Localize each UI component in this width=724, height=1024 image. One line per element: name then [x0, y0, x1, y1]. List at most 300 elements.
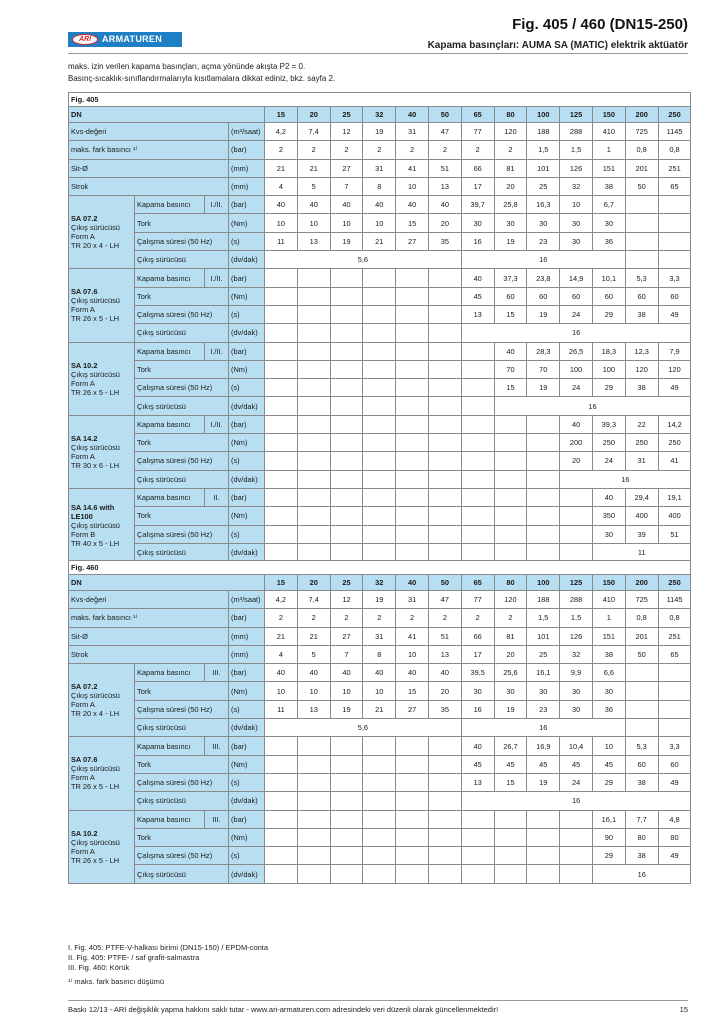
actuator-name: SA 14.6 with LE100	[71, 502, 115, 521]
actuator-name-cell	[69, 269, 135, 342]
value-cell: 38	[625, 305, 658, 323]
param-label: Tork	[135, 214, 229, 232]
actuator-name: SA 07.2	[71, 214, 98, 224]
cikis-cell	[658, 719, 691, 737]
value-cell: 29	[592, 305, 625, 323]
value-cell: 2	[461, 141, 494, 159]
value-cell	[494, 488, 527, 506]
value-cell	[428, 269, 461, 287]
cikis-cell	[625, 719, 658, 737]
value-cell: 45	[592, 755, 625, 773]
class-cell: I./II.	[205, 269, 229, 287]
ari-logo-word: ARMATUREN	[102, 34, 163, 44]
value-cell	[265, 360, 298, 378]
value-cell: 19	[494, 232, 527, 250]
value-cell	[363, 525, 396, 543]
value-cell: 2	[265, 609, 298, 627]
value-cell: 29	[592, 379, 625, 397]
value-cell: 188	[527, 591, 560, 609]
unit-cell: (bar)	[229, 196, 265, 214]
actuator-sub1: Çıkış sürücüsü	[71, 764, 120, 774]
actuator-row	[69, 251, 691, 269]
value-cell: 10	[363, 682, 396, 700]
actuator-sub1: Çıkış sürücüsü	[71, 296, 120, 306]
value-cell: 4	[265, 645, 298, 663]
value-cell: 725	[625, 591, 658, 609]
unit-cell: (bar)	[229, 269, 265, 287]
value-cell	[297, 305, 330, 323]
value-cell: 38	[592, 645, 625, 663]
value-cell: 251	[658, 159, 691, 177]
dn-value: 20	[297, 107, 330, 123]
value-cell: 30	[560, 700, 593, 718]
cikis-cell	[297, 324, 330, 342]
value-cell: 19	[494, 700, 527, 718]
unit-cell: (m³/saat)	[229, 123, 265, 141]
dn-value: 80	[494, 107, 527, 123]
class-cell: III.	[205, 810, 229, 828]
param-label: Çalışma süresi (50 Hz)	[135, 525, 229, 543]
value-cell: 288	[560, 123, 593, 141]
unit-cell: (s)	[229, 847, 265, 865]
value-cell	[265, 269, 298, 287]
actuator-name: SA 10.2	[71, 828, 98, 838]
param-label: Çıkış sürücüsü	[135, 792, 229, 810]
cikis-cell	[297, 543, 330, 561]
value-cell	[396, 360, 429, 378]
value-cell: 1	[592, 609, 625, 627]
value-cell: 81	[494, 627, 527, 645]
value-cell: 38	[625, 773, 658, 791]
value-cell: 7,9	[658, 342, 691, 360]
value-cell	[428, 360, 461, 378]
unit-cell: (mm)	[229, 177, 265, 195]
value-cell	[396, 755, 429, 773]
cikis-cell: 16	[461, 719, 625, 737]
value-cell: 51	[658, 525, 691, 543]
actuator-row	[69, 324, 691, 342]
value-cell: 13	[297, 232, 330, 250]
value-cell	[658, 700, 691, 718]
value-cell: 40	[330, 196, 363, 214]
value-cell: 3,3	[658, 737, 691, 755]
value-cell: 4	[265, 177, 298, 195]
value-cell: 38	[592, 177, 625, 195]
value-cell: 31	[363, 627, 396, 645]
value-cell: 10	[363, 214, 396, 232]
value-cell: 20	[428, 682, 461, 700]
value-cell: 15	[494, 379, 527, 397]
value-cell: 19	[330, 700, 363, 718]
unit-cell: (m³/saat)	[229, 591, 265, 609]
value-cell: 21	[265, 627, 298, 645]
value-cell: 120	[494, 591, 527, 609]
value-cell: 28,3	[527, 342, 560, 360]
note-line-2: Basınç-sıcaklık-sınıflandırmalarıyla kısıtlamalara dikkat ediniz, bkz. sayfa 2.	[68, 74, 336, 83]
dn-value: 15	[265, 575, 298, 591]
actuator-row	[69, 287, 691, 305]
value-cell	[297, 507, 330, 525]
cikis-cell	[363, 324, 396, 342]
value-cell	[625, 682, 658, 700]
value-cell	[363, 737, 396, 755]
value-cell: 40	[461, 269, 494, 287]
value-cell: 10,4	[560, 737, 593, 755]
actuator-row	[69, 305, 691, 323]
actuator-row	[69, 232, 691, 250]
unit-cell: (dv/dak)	[229, 251, 265, 269]
value-cell	[330, 810, 363, 828]
value-cell	[527, 810, 560, 828]
value-cell	[658, 214, 691, 232]
value-cell	[363, 810, 396, 828]
value-cell: 36	[592, 232, 625, 250]
value-cell	[461, 847, 494, 865]
value-cell: 19	[527, 305, 560, 323]
value-cell: 23	[527, 232, 560, 250]
value-cell: 27	[330, 627, 363, 645]
value-cell: 40	[428, 196, 461, 214]
value-cell: 26,5	[560, 342, 593, 360]
dn-value: 25	[330, 107, 363, 123]
value-cell: 10	[330, 682, 363, 700]
value-cell	[363, 415, 396, 433]
unit-cell: (mm)	[229, 627, 265, 645]
value-cell: 45	[494, 755, 527, 773]
value-cell	[265, 737, 298, 755]
cikis-cell	[330, 324, 363, 342]
actuator-sub2: Form A	[71, 773, 95, 783]
value-cell: 40	[297, 664, 330, 682]
value-cell	[396, 287, 429, 305]
kvs-row	[69, 123, 691, 141]
cikis-cell	[363, 470, 396, 488]
value-cell: 80	[658, 828, 691, 846]
value-cell: 50	[625, 645, 658, 663]
value-cell	[396, 737, 429, 755]
cikis-cell	[265, 324, 298, 342]
dn-value: 100	[527, 575, 560, 591]
value-cell	[428, 379, 461, 397]
value-cell: 41	[396, 159, 429, 177]
cikis-cell	[265, 792, 298, 810]
value-cell	[428, 773, 461, 791]
value-cell	[428, 847, 461, 865]
value-cell	[428, 755, 461, 773]
value-cell: 40	[428, 664, 461, 682]
value-cell	[461, 810, 494, 828]
actuator-name-cell	[69, 415, 135, 488]
dn-label: DN	[69, 575, 265, 591]
cikis-cell	[297, 397, 330, 415]
value-cell	[527, 415, 560, 433]
value-cell	[297, 525, 330, 543]
value-cell: 39,7	[461, 196, 494, 214]
actuator-row	[69, 214, 691, 232]
value-cell: 2	[428, 141, 461, 159]
value-cell: 27	[396, 700, 429, 718]
actuator-name-cell	[69, 737, 135, 810]
value-cell	[265, 305, 298, 323]
value-cell	[396, 269, 429, 287]
value-cell: 25	[527, 645, 560, 663]
actuator-row	[69, 452, 691, 470]
value-cell: 21	[265, 159, 298, 177]
value-cell: 35	[428, 700, 461, 718]
value-cell: 19,1	[658, 488, 691, 506]
value-cell: 188	[527, 123, 560, 141]
sit-row	[69, 159, 691, 177]
value-cell	[396, 305, 429, 323]
unit-cell: (bar)	[229, 415, 265, 433]
value-cell: 60	[625, 755, 658, 773]
unit-cell: (Nm)	[229, 507, 265, 525]
unit-cell: (dv/dak)	[229, 397, 265, 415]
value-cell: 6,6	[592, 664, 625, 682]
value-cell: 19	[527, 773, 560, 791]
cikis-cell	[265, 470, 298, 488]
value-cell	[297, 269, 330, 287]
value-cell	[330, 525, 363, 543]
actuator-sub1: Çıkış sürücüsü	[71, 837, 120, 847]
cikis-cell	[330, 792, 363, 810]
cikis-cell	[494, 470, 527, 488]
value-cell: 39,5	[461, 664, 494, 682]
unit-cell: (Nm)	[229, 828, 265, 846]
value-cell: 49	[658, 305, 691, 323]
value-cell: 13	[428, 645, 461, 663]
cikis-cell	[330, 543, 363, 561]
value-cell: 24	[592, 452, 625, 470]
value-cell: 2	[330, 609, 363, 627]
value-cell: 51	[428, 627, 461, 645]
value-cell	[527, 847, 560, 865]
value-cell	[330, 269, 363, 287]
cikis-cell	[527, 470, 560, 488]
value-cell: 10	[560, 196, 593, 214]
param-label: Tork	[135, 507, 229, 525]
actuator-row	[69, 342, 691, 360]
dn-value: 150	[592, 575, 625, 591]
value-cell	[428, 507, 461, 525]
value-cell: 17	[461, 177, 494, 195]
value-cell: 40	[330, 664, 363, 682]
class-cell: III.	[205, 664, 229, 682]
value-cell	[396, 415, 429, 433]
cikis-cell: 16	[461, 792, 691, 810]
value-cell: 77	[461, 123, 494, 141]
value-cell	[363, 452, 396, 470]
actuator-name-cell	[69, 664, 135, 737]
value-cell: 2	[494, 609, 527, 627]
value-cell: 16,9	[527, 737, 560, 755]
actuator-row	[69, 682, 691, 700]
value-cell	[396, 525, 429, 543]
value-cell: 200	[560, 434, 593, 452]
value-cell	[461, 452, 494, 470]
value-cell	[330, 828, 363, 846]
dn-value: 250	[658, 107, 691, 123]
value-cell: 15	[494, 773, 527, 791]
value-cell: 7	[330, 645, 363, 663]
actuator-sub2: Form B	[71, 529, 96, 539]
value-cell: 24	[560, 773, 593, 791]
footnotes	[68, 943, 268, 987]
cikis-cell	[363, 865, 396, 883]
actuator-row	[69, 470, 691, 488]
class-cell: II.	[205, 488, 229, 506]
actuator-sub3: TR 20 x 4 - LH	[71, 709, 120, 719]
param-label: Çıkış sürücüsü	[135, 324, 229, 342]
value-cell	[330, 847, 363, 865]
value-cell: 32	[560, 177, 593, 195]
value-cell	[297, 434, 330, 452]
value-cell: 19	[363, 123, 396, 141]
value-cell: 21	[363, 700, 396, 718]
unit-cell: (dv/dak)	[229, 470, 265, 488]
kvs-row-label: Kvs-değeri	[69, 123, 229, 141]
value-cell	[297, 488, 330, 506]
value-cell	[265, 525, 298, 543]
value-cell: 70	[527, 360, 560, 378]
value-cell: 70	[494, 360, 527, 378]
value-cell	[330, 434, 363, 452]
actuator-row	[69, 360, 691, 378]
value-cell: 30	[494, 682, 527, 700]
value-cell: 26,7	[494, 737, 527, 755]
value-cell	[363, 755, 396, 773]
value-cell: 31	[396, 591, 429, 609]
param-label: Kapama basıncı	[135, 196, 205, 214]
value-cell: 126	[560, 159, 593, 177]
value-cell: 410	[592, 123, 625, 141]
actuator-name-cell	[69, 810, 135, 883]
value-cell	[396, 434, 429, 452]
value-cell	[560, 507, 593, 525]
maks-row-label: maks. fark basıncı ¹⁾	[69, 609, 229, 627]
value-cell: 2	[363, 141, 396, 159]
value-cell: 49	[658, 379, 691, 397]
kvs-row-label: Kvs-değeri	[69, 591, 229, 609]
cikis-cell	[428, 792, 461, 810]
value-cell	[396, 488, 429, 506]
cikis-cell: 16	[494, 397, 691, 415]
cikis-cell	[297, 792, 330, 810]
value-cell	[625, 196, 658, 214]
value-cell: 120	[625, 360, 658, 378]
value-cell: 20	[494, 177, 527, 195]
actuator-name: SA 14.2	[71, 433, 98, 443]
unit-cell: (bar)	[229, 810, 265, 828]
value-cell: 30	[560, 682, 593, 700]
value-cell	[265, 847, 298, 865]
value-cell: 151	[592, 159, 625, 177]
value-cell	[363, 488, 396, 506]
unit-cell: (Nm)	[229, 360, 265, 378]
value-cell: 66	[461, 627, 494, 645]
value-cell: 250	[592, 434, 625, 452]
unit-cell: (dv/dak)	[229, 792, 265, 810]
cikis-cell	[461, 543, 494, 561]
value-cell	[297, 287, 330, 305]
value-cell	[428, 415, 461, 433]
value-cell	[363, 342, 396, 360]
value-cell	[428, 434, 461, 452]
value-cell: 12,3	[625, 342, 658, 360]
value-cell	[494, 525, 527, 543]
footnote-4: ¹⁾ maks. fark basıncı düşümü	[68, 977, 165, 986]
value-cell: 29,4	[625, 488, 658, 506]
maks-row-label: maks. fark basıncı ¹⁾	[69, 141, 229, 159]
value-cell	[461, 379, 494, 397]
dn-value: 200	[625, 107, 658, 123]
cikis-cell	[265, 865, 298, 883]
dn-value: 65	[461, 575, 494, 591]
value-cell: 23	[527, 700, 560, 718]
unit-cell: (bar)	[229, 737, 265, 755]
value-cell	[330, 360, 363, 378]
cikis-cell	[363, 792, 396, 810]
value-cell	[428, 828, 461, 846]
unit-cell: (mm)	[229, 159, 265, 177]
sit-row-label: Sit-Ø	[69, 627, 229, 645]
actuator-row	[69, 507, 691, 525]
value-cell	[297, 415, 330, 433]
value-cell: 7,7	[625, 810, 658, 828]
value-cell: 40	[265, 196, 298, 214]
value-cell	[265, 452, 298, 470]
value-cell: 1	[592, 141, 625, 159]
value-cell: 40	[461, 737, 494, 755]
param-label: Tork	[135, 360, 229, 378]
cikis-cell: 16	[560, 470, 691, 488]
value-cell: 90	[592, 828, 625, 846]
unit-cell: (Nm)	[229, 287, 265, 305]
value-cell	[363, 379, 396, 397]
value-cell	[265, 755, 298, 773]
param-label: Tork	[135, 755, 229, 773]
dn-value: 40	[396, 107, 429, 123]
value-cell: 6,7	[592, 196, 625, 214]
value-cell	[428, 342, 461, 360]
value-cell: 45	[560, 755, 593, 773]
page-subtitle: Kapama basınçları: AUMA SA (MATIC) elektrik aktüatör	[427, 40, 688, 51]
value-cell: 40	[363, 664, 396, 682]
value-cell: 10	[396, 645, 429, 663]
value-cell: 10	[297, 682, 330, 700]
value-cell: 66	[461, 159, 494, 177]
unit-cell: (dv/dak)	[229, 719, 265, 737]
value-cell: 60	[625, 287, 658, 305]
value-cell	[461, 525, 494, 543]
value-cell: 251	[658, 627, 691, 645]
value-cell	[428, 287, 461, 305]
value-cell: 60	[658, 755, 691, 773]
actuator-sub1: Çıkış sürücüsü	[71, 442, 120, 452]
dn-value: 32	[363, 575, 396, 591]
value-cell	[330, 415, 363, 433]
value-cell	[265, 415, 298, 433]
unit-cell: (bar)	[229, 664, 265, 682]
value-cell: 25,6	[494, 664, 527, 682]
param-label: Çalışma süresi (50 Hz)	[135, 452, 229, 470]
value-cell: 40	[396, 196, 429, 214]
unit-cell: (Nm)	[229, 682, 265, 700]
value-cell: 60	[592, 287, 625, 305]
param-label: Çıkış sürücüsü	[135, 397, 229, 415]
value-cell	[396, 452, 429, 470]
value-cell	[363, 507, 396, 525]
